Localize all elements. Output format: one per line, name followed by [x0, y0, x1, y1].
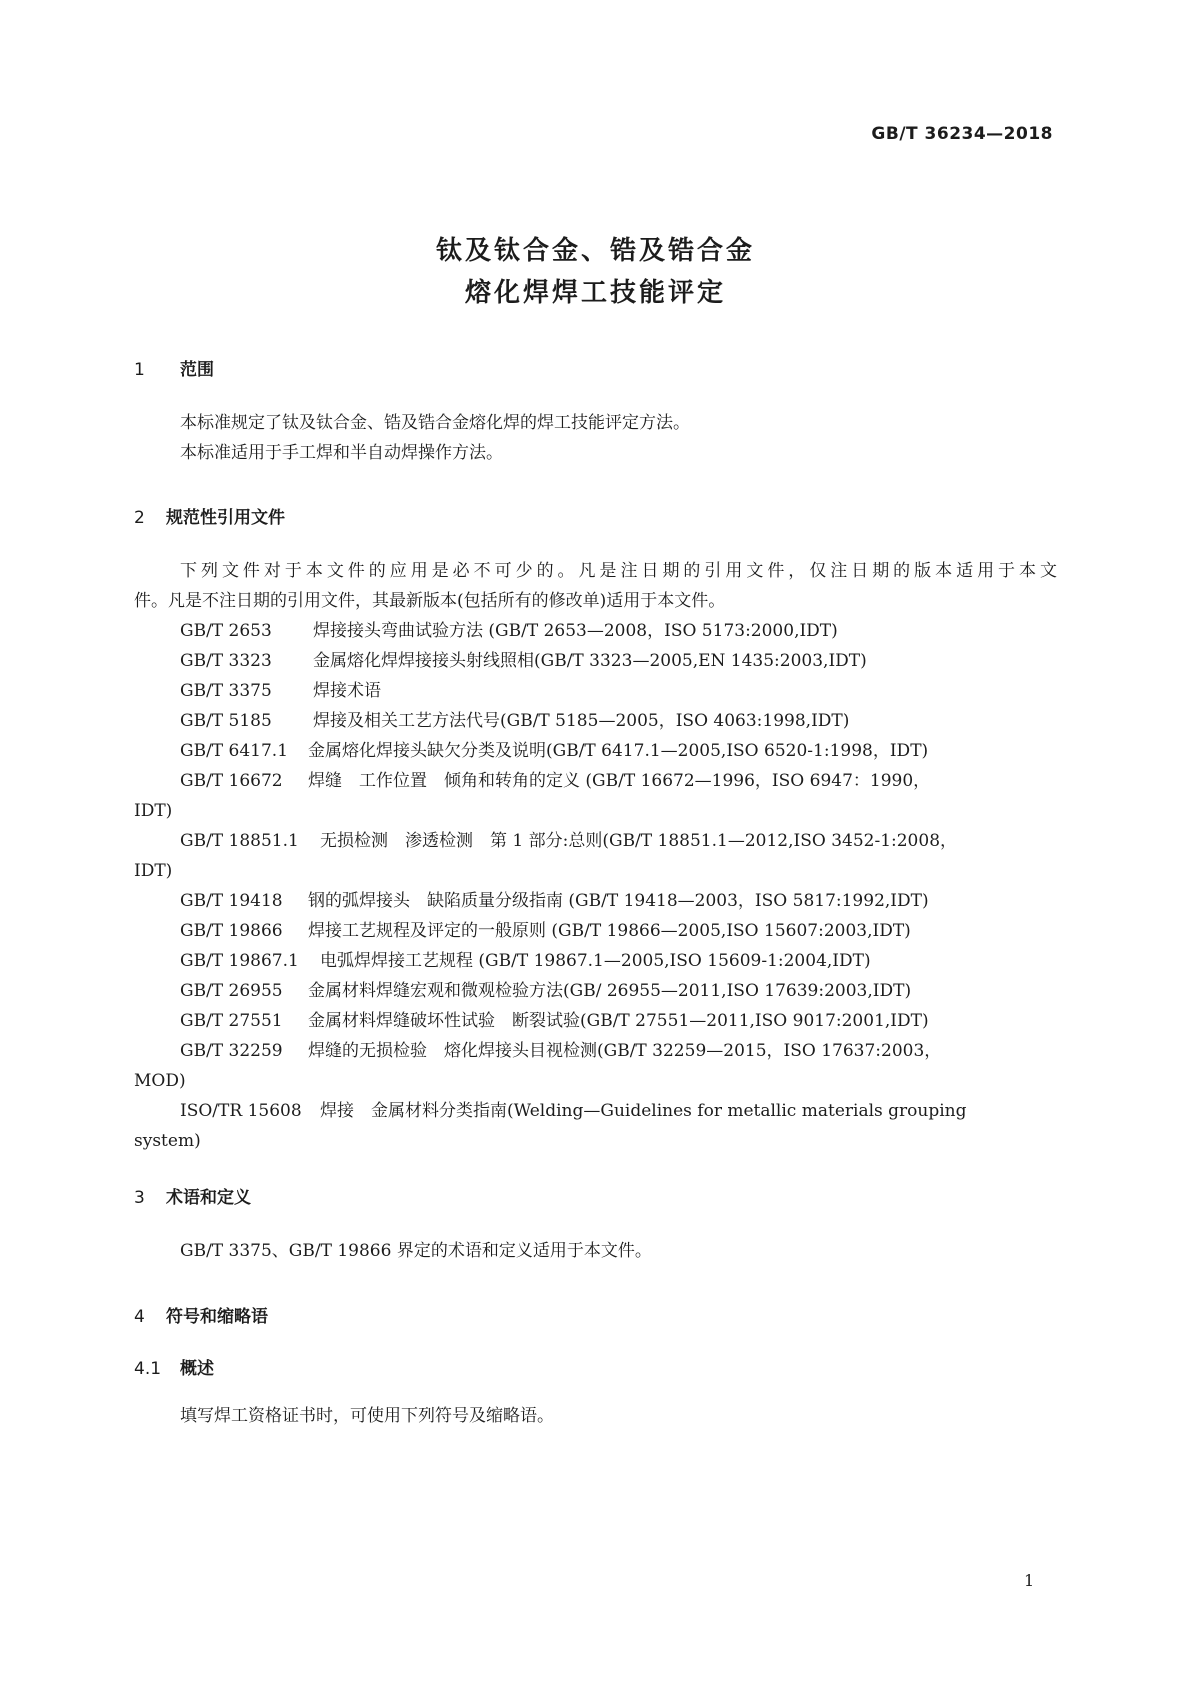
section-title: 规范性引用文件 [166, 508, 285, 528]
reference-title: 电弧焊焊接工艺规程 (GB/T 19867.1—2005,ISO 15609-1:2004,IDT) [320, 951, 871, 971]
section-number: 3 [134, 1188, 145, 1208]
section-number: 2 [134, 508, 145, 528]
reference-item [180, 620, 838, 642]
reference-item [180, 740, 928, 762]
reference-item [180, 1100, 966, 1122]
reference-title: 无损检测 渗透检测 第 1 部分:总则(GB/T 18851.1—2012,ISO 3452-1:2008， [320, 831, 958, 851]
reference-title: 焊接及相关工艺方法代号(GB/T 5185—2005，ISO 4063:1998,IDT) [313, 711, 850, 731]
section-title: 符号和缩略语 [166, 1307, 268, 1327]
reference-item [180, 650, 867, 672]
reference-title: 金属熔化焊焊接接头射线照相(GB/T 3323—2005,EN 1435:2003,IDT) [313, 651, 867, 671]
reference-item [180, 950, 871, 972]
reference-code: GB/T 32259 [180, 1041, 283, 1061]
reference-code: GB/T 26955 [180, 981, 283, 1001]
reference-code: GB/T 19418 [180, 891, 283, 911]
reference-title: 焊接 金属材料分类指南(Welding—Guidelines for metallic materials grouping [320, 1101, 967, 1121]
subsection-title: 概述 [180, 1359, 214, 1379]
section-2-intro-line-2: 件。凡是不注日期的引用文件，其最新版本(包括所有的修改单)适用于本文件。 [134, 591, 726, 611]
reference-item [180, 1010, 929, 1032]
section-title: 术语和定义 [166, 1188, 251, 1208]
document-title-line-2: 熔化焊焊工技能评定 [464, 278, 726, 308]
reference-code: GB/T 19867.1 [180, 951, 299, 971]
reference-code: GB/T 27551 [180, 1011, 283, 1031]
section-3-heading [134, 1183, 251, 1208]
subsection-4-1-heading [134, 1354, 214, 1379]
reference-item [180, 680, 381, 702]
reference-item [180, 710, 849, 732]
reference-title: 焊缝 工作位置 倾角和转角的定义 (GB/T 16672—1996，ISO 6947：1990， [308, 771, 931, 791]
reference-continuation: MOD) [134, 1071, 186, 1091]
subsection-4-1-paragraph-1: 填写焊工资格证书时，可使用下列符号及缩略语。 [180, 1406, 554, 1426]
reference-title: 钢的弧焊接头 缺陷质量分级指南 (GB/T 19418—2003，ISO 5817:1992,IDT) [308, 891, 929, 911]
reference-code: GB/T 3323 [180, 651, 272, 671]
subsection-number: 4.1 [134, 1359, 162, 1379]
reference-code: GB/T 6417.1 [180, 741, 289, 761]
reference-item [180, 980, 911, 1002]
section-2-heading [134, 503, 285, 528]
reference-code: ISO/TR 15608 [180, 1101, 302, 1121]
reference-title: 焊接接头弯曲试验方法 (GB/T 2653—2008，ISO 5173:2000,IDT) [313, 621, 838, 641]
reference-code: GB/T 5185 [180, 711, 272, 731]
reference-code: GB/T 3375 [180, 681, 272, 701]
reference-continuation: IDT) [134, 861, 173, 881]
reference-title: 金属材料焊缝破坏性试验 断裂试验(GB/T 27551—2011,ISO 9017:2001,IDT) [308, 1011, 929, 1031]
reference-code: GB/T 16672 [180, 771, 283, 791]
standard-number: GB/T 36234—2018 [871, 124, 1053, 144]
section-number: 4 [134, 1307, 145, 1327]
reference-continuation: IDT) [134, 801, 173, 821]
reference-title: 焊接工艺规程及评定的一般原则 (GB/T 19866—2005,ISO 15607:2003,IDT) [308, 921, 911, 941]
reference-continuation: system) [134, 1131, 201, 1151]
reference-item [180, 830, 957, 852]
reference-code: GB/T 18851.1 [180, 831, 299, 851]
section-4-heading [134, 1302, 268, 1327]
reference-code: GB/T 2653 [180, 621, 272, 641]
reference-item [180, 1040, 941, 1062]
section-1-paragraph-2: 本标准适用于手工焊和半自动焊操作方法。 [180, 443, 503, 463]
reference-item [180, 770, 930, 792]
document-title-line-1: 钛及钛合金、锆及锆合金 [435, 236, 755, 266]
section-number: 1 [134, 360, 145, 380]
reference-title: 金属熔化焊接头缺欠分类及说明(GB/T 6417.1—2005,ISO 6520-1:1998，IDT) [308, 741, 929, 761]
reference-title: 焊缝的无损检验 熔化焊接头目视检测(GB/T 32259—2015，ISO 17637:2003， [308, 1041, 942, 1061]
section-2-intro-line-1: 下列文件对于本文件的应用是必不可少的。凡是注日期的引用文件，仅注日期的版本适用于本文 [180, 561, 1057, 581]
reference-item [180, 890, 929, 912]
reference-item [180, 920, 911, 942]
reference-code: GB/T 19866 [180, 921, 283, 941]
reference-title: 焊接术语 [313, 681, 381, 701]
page-number: 1 [1024, 1571, 1035, 1590]
section-3-paragraph-1: GB/T 3375、GB/T 19866 界定的术语和定义适用于本文件。 [180, 1241, 652, 1261]
section-1-heading [134, 355, 214, 380]
section-title: 范围 [180, 360, 214, 380]
reference-title: 金属材料焊缝宏观和微观检验方法(GB/ 26955—2011,ISO 17639:2003,IDT) [308, 981, 912, 1001]
section-1-paragraph-1: 本标准规定了钛及钛合金、锆及锆合金熔化焊的焊工技能评定方法。 [180, 413, 690, 433]
